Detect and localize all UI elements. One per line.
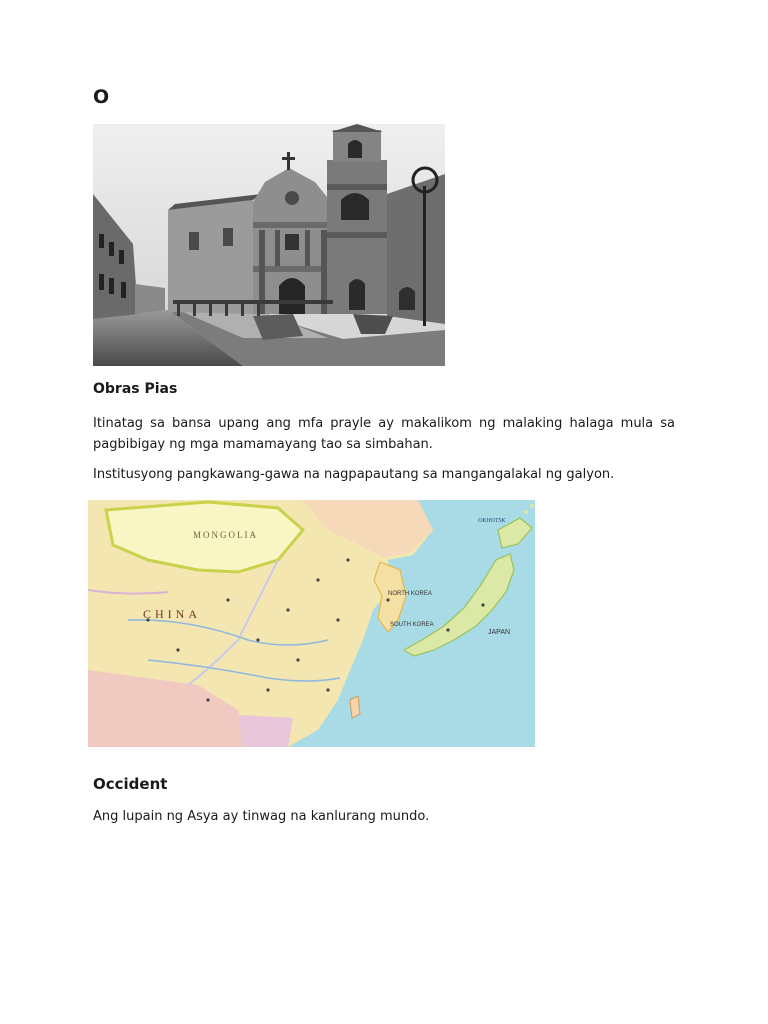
map-label-south-korea: SOUTH KOREA	[390, 622, 434, 628]
section-letter: O	[93, 86, 110, 108]
obras-pias-paragraph-1: Itinatag sa bansa upang ang mfa prayle ay makalikom ng malaking halaga mula sa pagbibigay ng mga mamamayang tao sa simbahan.	[93, 416, 675, 452]
map-label-mongolia: MONGOLIA	[193, 530, 258, 540]
map-label-okhotsk: OKHOTSK	[478, 518, 506, 524]
section-heading-occident: Occident	[93, 775, 168, 793]
map-label-china: CHINA	[143, 607, 201, 621]
east-asia-map	[88, 500, 535, 747]
section-heading-obras-pias: Obras Pias	[93, 381, 178, 397]
church-photo	[93, 124, 445, 366]
map-label-japan: JAPAN	[488, 629, 511, 636]
occident-paragraph-1: Ang lupain ng Asya ay tinwag na kanlurang mundo.	[93, 809, 430, 824]
map-label-north-korea: NORTH KOREA	[388, 591, 432, 597]
obras-pias-paragraph-2: Institusyong pangkawang-gawa na nagpapautang sa mangangalakal ng galyon.	[93, 467, 615, 482]
